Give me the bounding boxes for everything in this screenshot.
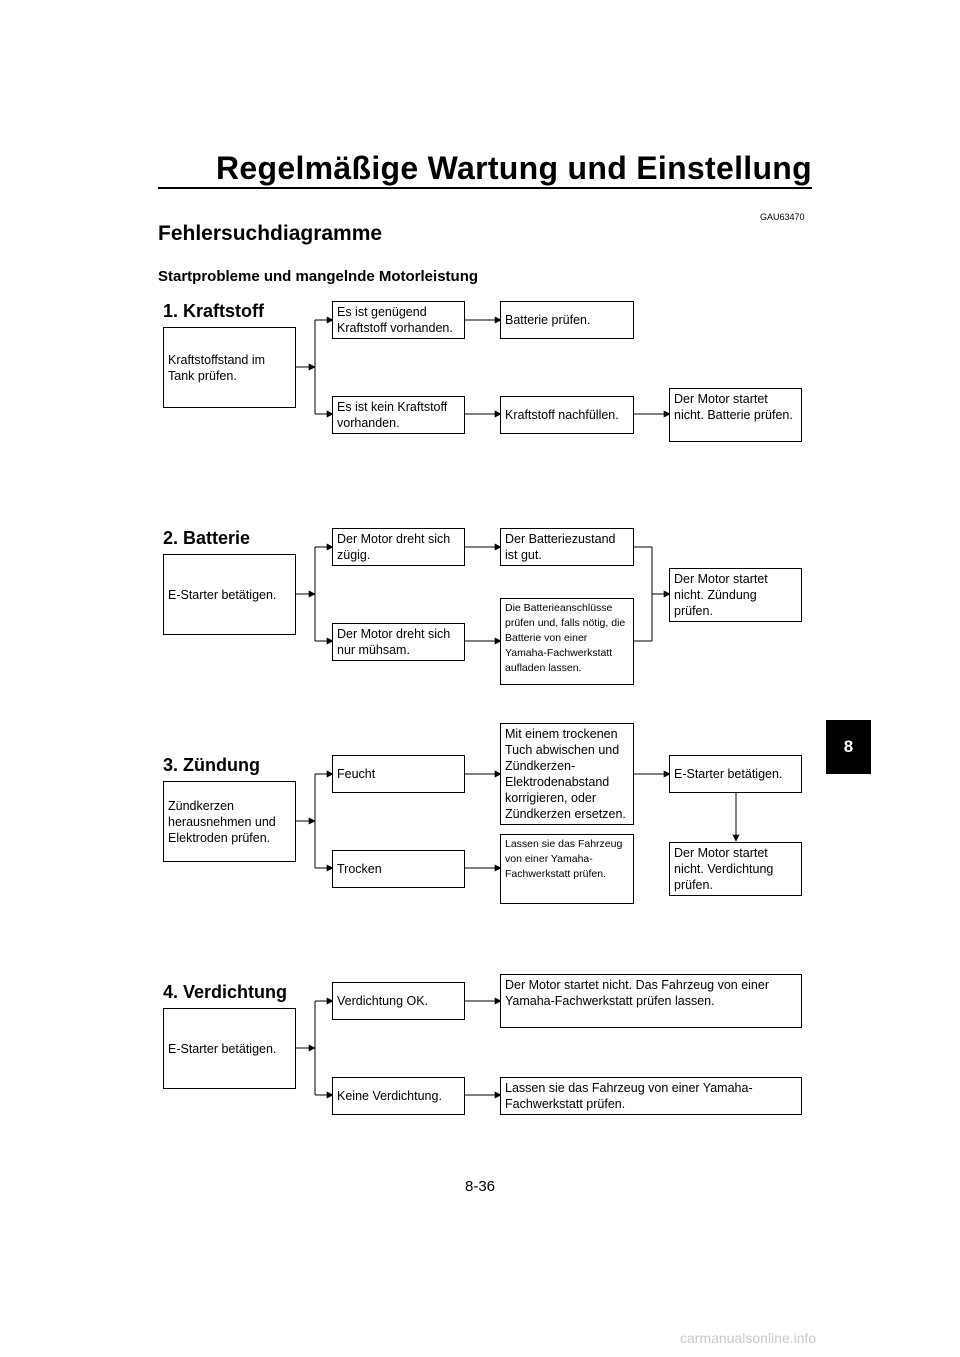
option-no-batterie: [332, 623, 465, 661]
result-text: Batterie prüfen.: [505, 313, 591, 327]
result-text: Die Batterieanschlüsse prüfen und, falls nötig, die Batterie von einer Yamaha-Fachwerkstatt aufladen lassen.: [505, 602, 626, 674]
check-text: E-Starter betätigen.: [168, 1041, 277, 1056]
result-text: Der Motor startet nicht. Das Fahrzeug von einer Yamaha-Fachwerkstatt prüfen lassen.: [505, 978, 770, 1008]
result-no-verdichtung: [500, 1077, 802, 1115]
group-heading-zuendung: 3. Zündung: [163, 755, 260, 775]
subsection-heading: Startprobleme und mangelnde Motorleistung: [158, 268, 479, 285]
result-text: Kraftstoff nachfüllen.: [505, 408, 619, 422]
option-no-zuendung: [332, 850, 465, 888]
result-text: Mit einem trockenen Tuch abwischen und Zündkerzen-Elektrodenabstand korrigieren, oder Zündkerzen ersetzen.: [505, 727, 626, 821]
page-number: 8-36: [464, 1178, 496, 1195]
option-text: Verdichtung OK.: [337, 994, 429, 1008]
result-yes-batterie: [500, 528, 634, 566]
option-text: Der Motor dreht sich zügig.: [337, 532, 451, 562]
result-no-batterie: [500, 598, 634, 685]
result-text: Der Batteriezustand ist gut.: [505, 532, 616, 562]
check-box-kraftstoff: [163, 327, 296, 408]
option-text: Keine Verdichtung.: [337, 1089, 442, 1103]
check-text: E-Starter betätigen.: [168, 587, 277, 602]
option-no-kraftstoff: [332, 396, 465, 434]
result-yes-zuendung: [500, 723, 634, 825]
option-yes-zuendung: [332, 755, 465, 793]
result-text: Lassen sie das Fahrzeug von einer Yamaha-Fachwerkstatt prüfen.: [505, 838, 623, 880]
option-yes-verdichtung: [332, 982, 465, 1020]
check-text: Zündkerzen herausnehmen und Elektroden prüfen.: [168, 798, 276, 845]
final-text: Der Motor startet nicht. Batterie prüfen.: [674, 392, 793, 422]
check-text: Kraftstoffstand im Tank prüfen.: [168, 352, 266, 383]
result-yes-kraftstoff: [500, 301, 634, 339]
check-box-batterie: [163, 554, 296, 635]
next-step-text: E-Starter betätigen.: [674, 767, 783, 781]
result-yes-verdichtung: [500, 974, 802, 1028]
option-text: Der Motor dreht sich nur mühsam.: [337, 627, 451, 657]
group-heading-verdichtung: 4. Verdichtung: [163, 982, 288, 1002]
result-no-kraftstoff: [500, 396, 634, 434]
document-code: GAU63470: [760, 212, 805, 222]
final-kraftstoff: [669, 388, 802, 442]
section-heading: Fehlersuchdiagramme: [158, 222, 383, 245]
option-text: Es ist genügend Kraftstoff vorhanden.: [337, 305, 453, 335]
page-title: Regelmäßige Wartung und Einstellung: [216, 150, 812, 186]
watermark: carmanualsonline.info: [680, 1330, 817, 1346]
next-step-zuendung: [669, 755, 802, 793]
final-zuendung: [669, 842, 802, 896]
group-heading-kraftstoff: 1. Kraftstoff: [163, 301, 265, 321]
check-box-zuendung: [163, 781, 296, 862]
option-text: Feucht: [337, 767, 376, 781]
chapter-tab: 8: [826, 720, 871, 774]
final-batterie: [669, 568, 802, 622]
result-no-zuendung: [500, 834, 634, 904]
option-no-verdichtung: [332, 1077, 465, 1115]
result-text: Lassen sie das Fahrzeug von einer Yamaha-Fachwerkstatt prüfen.: [505, 1081, 753, 1111]
option-yes-batterie: [332, 528, 465, 566]
group-heading-batterie: 2. Batterie: [163, 528, 251, 548]
check-box-verdichtung: [163, 1008, 296, 1089]
final-text: Der Motor startet nicht. Zündung prüfen.: [674, 572, 768, 618]
option-text: Trocken: [337, 862, 382, 876]
option-text: Es ist kein Kraftstoff vorhanden.: [337, 400, 448, 430]
option-yes-kraftstoff: [332, 301, 465, 339]
final-text: Der Motor startet nicht. Verdichtung prüfen.: [674, 846, 774, 892]
